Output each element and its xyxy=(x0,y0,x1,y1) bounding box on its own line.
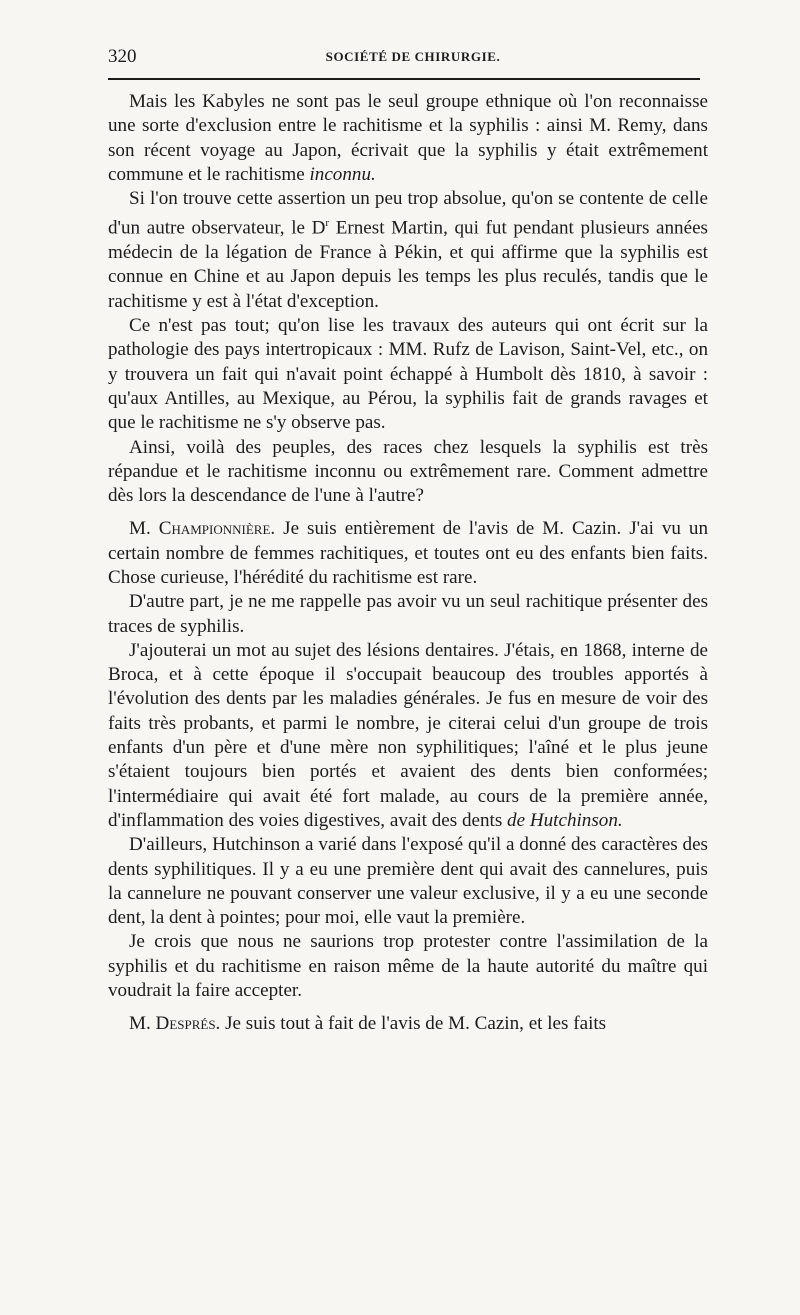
paragraph-7-text: J'ajouterai un mot au sujet des lésions dentaires. J'étais, en 1868, interne de Broca, et à cette époque il s'occupait beaucoup des troubles apportés à l'évolution des dents par les maladies générales. Je fus en mesure de voir des faits très probants, et parmi le nombre, je citerai celui d'un groupe de trois enfants d'un père et d'une mère non syphilitiques; l'aîné et le plus jeune s'étaient toujours bien portés et avaient des dents bien conformées; l'intermédiaire qui avait été fort malade, au cours de la première année, d'inflammation des voies digestives, avait des dents xyxy=(108,639,708,831)
paragraph-1 xyxy=(108,90,708,187)
paragraph-2-tail: Ernest Martin, qui fut pendant plusieurs années médecin de la légation de France à Pékin, et qui affirme que la syphilis est connue en Chine et au Japon depuis les temps les plus reculés, tandis que le rachitisme y est à l'état d'exception. xyxy=(108,217,708,312)
emphasis-hutchinson: de Hutchinson. xyxy=(507,809,623,831)
page-number: 320 xyxy=(108,46,137,67)
emphasis-inconnu: inconnu. xyxy=(309,163,376,185)
paragraph-2-text: Si l'on trouve cette assertion un peu trop absolue, qu'on se contente de celle d'un autre observateur, le D xyxy=(108,188,708,239)
doctor-superscript: r xyxy=(325,217,330,230)
paragraph-3 xyxy=(108,314,708,435)
paragraph-7 xyxy=(108,639,708,833)
paragraph-4 xyxy=(108,436,708,509)
paragraph-despres xyxy=(108,1012,708,1036)
paragraph-8-text: D'ailleurs, Hutchinson a varié dans l'exposé qu'il a donné des caractères des dents syphilitiques. Il y a eu une première dent qui avait des cannelures, puis la cannelure ne pouvant conserver une valeur exclusive, il y a eu une seconde dent, la dent à pointes; pour moi, elle vaut la première. xyxy=(108,834,708,929)
paragraph-9 xyxy=(108,930,708,1003)
header-rule xyxy=(108,78,700,80)
paragraph-2 xyxy=(108,187,708,314)
paragraph-6 xyxy=(108,590,708,639)
paragraph-10-text: Je suis tout à fait de l'avis de M. Cazin, et les faits xyxy=(220,1013,607,1035)
paragraph-5-text: Je suis entièrement de l'avis de M. Cazin. J'ai vu un certain nombre de femmes rachitiques, et toutes ont eu des enfants bien faits. Chose curieuse, l'hérédité du rachitisme est rare. xyxy=(108,518,708,588)
paragraph-4-text: Ainsi, voilà des peuples, des races chez lesquels la syphilis est très répandue et le rachitisme inconnu ou extrêmement rare. Comment admettre dès lors la descendance de l'une à l'autre? xyxy=(108,436,708,507)
paragraph-6-text: D'autre part, je ne me rappelle pas avoir vu un seul rachitique présenter des traces de syphilis. xyxy=(108,591,708,637)
paragraph-9-text: Je crois que nous ne saurions trop protester contre l'assimilation de la syphilis et du rachitisme en raison même de la haute autorité du maître qui voudrait la faire accepter. xyxy=(108,931,708,1002)
running-title: SOCIÉTÉ DE CHIRURGIE. xyxy=(325,49,501,64)
body-text xyxy=(108,90,708,1037)
speaker-championniere: M. Championnière. xyxy=(129,518,276,540)
paragraph-3-text: Ce n'est pas tout; qu'on lise les travaux des auteurs qui ont écrit sur la pathologie des pays intertropicaux : MM. Rufz de Lavison, Saint-Vel, etc., on y trouvera un fait qui n'avait point échappé à Humbolt dès 1810, à savoir : qu'aux Antilles, au Mexique, au Pérou, la syphilis fait de grands ravages et que le rachitisme ne s'y observe pas. xyxy=(108,315,708,434)
paragraph-1-text: Mais les Kabyles ne sont pas le seul groupe ethnique où l'on reconnaisse une sorte d'exclusion entre le rachitisme et la syphilis : ainsi M. Remy, dans son récent voyage au Japon, écrivait que la syphilis y était extrêmement commune et le rachitisme xyxy=(108,91,708,185)
book-page xyxy=(108,42,708,1037)
running-head xyxy=(108,42,708,72)
paragraph-championniere xyxy=(108,517,708,590)
paragraph-8 xyxy=(108,833,708,930)
speaker-despres: M. Després. xyxy=(129,1013,221,1035)
